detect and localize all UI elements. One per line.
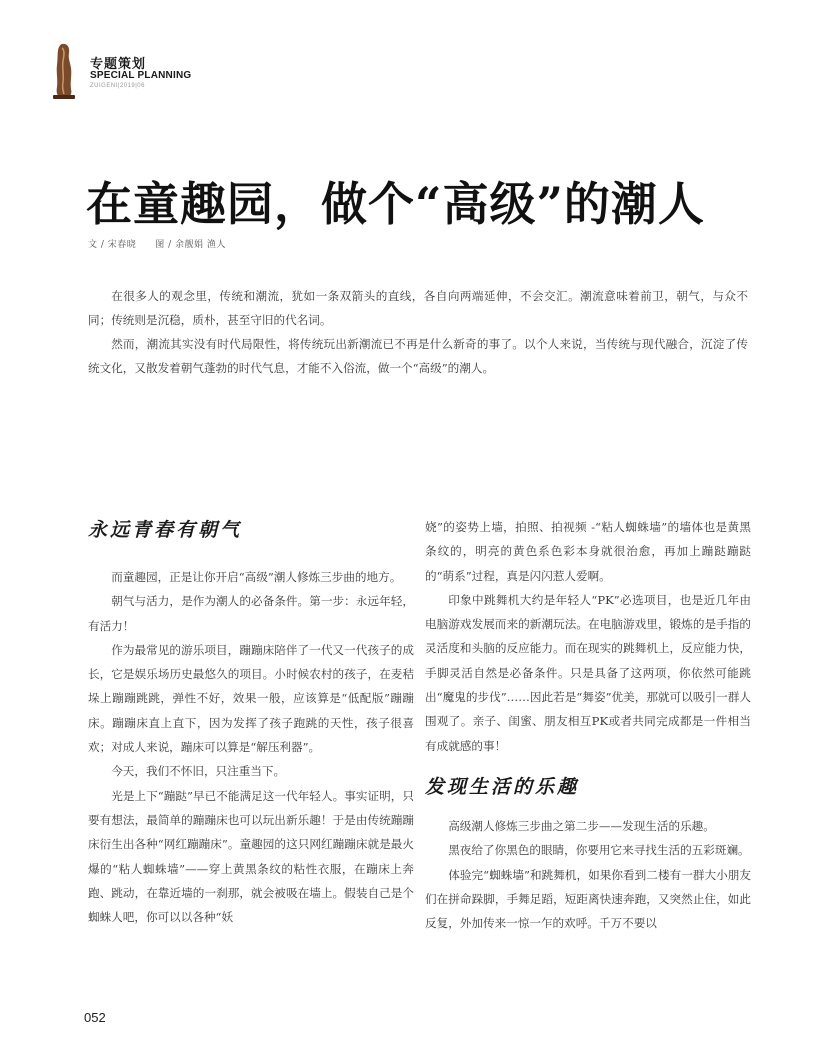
body-paragraph: 黑夜给了你黑色的眼睛，你要用它来寻找生活的五彩斑斓。 — [448, 843, 750, 858]
body-paragraph: 作为最常见的游乐项目，蹦蹦床陪伴了一代又一代孩子的成长，它是娱乐场历史最悠久的项目。小时候农村的孩子，在麦秸垛上蹦蹦跳跳，弹性不好，效果一般，应该算是“低配版”蹦蹦床。蹦蹦床直上直下，因为发挥了孩子跑跳的天性，孩子很喜欢；对成人来说，蹦床可以算是“解压利器”。 — [88, 642, 414, 755]
section-heading: 发现生活的乐趣 — [425, 775, 580, 798]
body-paragraph: 印象中跳舞机大约是年轻人“PK”必选项目，也是近几年由电脑游戏发展而来的新潮玩法。在电脑游戏里，锻炼的是手指的灵活度和头脑的反应能力。而在现实的跳舞机上，反应能力快，手脚灵活自然是必备条件。只是具备了这两项，你依然可能跳出“魔鬼的步伐”……因此若是“舞姿”优美，那就可以吸引一群人围观了。亲子、闺蜜、朋友相互PK或者共同完成都是一件相当有成就感的事！ — [425, 592, 751, 753]
body-paragraph: 光是上下“蹦跶”早已不能满足这一代年轻人。事实证明，只要有想法，最简单的蹦蹦床也可以玩出新乐趣！于是由传统蹦蹦床衍生出各种“网红蹦蹦床”。童趣园的这只网红蹦蹦床就是最火爆的“粘人蜘蛛墙”——穿上黄黑条纹的粘性衣服，在蹦床上奔跑、跳动，在靠近墙的一刹那，就会被吸在墙上。假装自己是个蜘蛛人吧，你可以以各种“妖 — [88, 788, 414, 925]
sculpture-logo-icon — [50, 42, 78, 100]
issue-label: ZUIGENI|2019|06 — [90, 83, 145, 89]
body-paragraph: 高级潮人修炼三步曲之第二步——发现生活的乐趣。 — [448, 818, 715, 833]
left-column — [88, 515, 414, 929]
byline: 文 / 宋春晓 图 / 余靓娟 渔人 — [88, 240, 226, 250]
page-number: 052 — [84, 1010, 106, 1025]
intro-text — [88, 284, 748, 380]
section-label-cn: 专题策划 — [90, 57, 147, 72]
intro-paragraph: 在很多人的观念里，传统和潮流，犹如一条双箭头的直线，各自向两端延伸，不会交汇。潮流意味着前卫，朝气，与众不同；传统则是沉稳，质朴，甚至守旧的代名词。 — [88, 289, 748, 327]
body-paragraph: 今天，我们不怀旧，只注重当下。 — [111, 764, 286, 779]
body-paragraph: 体验完“蜘蛛墙”和跳舞机，如果你看到二楼有一群大小朋友们在拼命跺脚，手舞足蹈，短距离快速奔跑，又突然止住，如此反复，外加传来一惊一乍的欢呼。千万不要以 — [425, 867, 751, 931]
article-title: 在童趣园，做个“高级”的潮人 — [86, 177, 705, 231]
right-column — [425, 515, 751, 935]
section-heading: 永远青春有朝气 — [88, 519, 243, 541]
body-paragraph: 而童趣园，正是让你开启“高级”潮人修炼三步曲的地方。 — [111, 570, 402, 584]
body-paragraph-continued: 娆”的姿势上墙，拍照、拍视频 -“粘人蜘蛛墙”的墙体也是黄黑条纹的，明亮的黄色系色彩本身就很治愈，再加上蹦跶蹦跶的“萌系”过程，真是闪闪惹人爱啊。 — [425, 520, 751, 583]
body-paragraph: 朝气与活力，是作为潮人的必备条件。第一步：永远年轻，有活力！ — [88, 594, 414, 633]
section-label-en: SPECIAL PLANNING — [90, 70, 192, 81]
intro-paragraph: 然而，潮流其实没有时代局限性，将传统玩出新潮流已不再是什么新奇的事了。以个人来说，当传统与现代融合，沉淀了传统文化，又散发着朝气蓬勃的时代气息，才能不入俗流，做一个“高级”的潮人。 — [88, 337, 748, 375]
